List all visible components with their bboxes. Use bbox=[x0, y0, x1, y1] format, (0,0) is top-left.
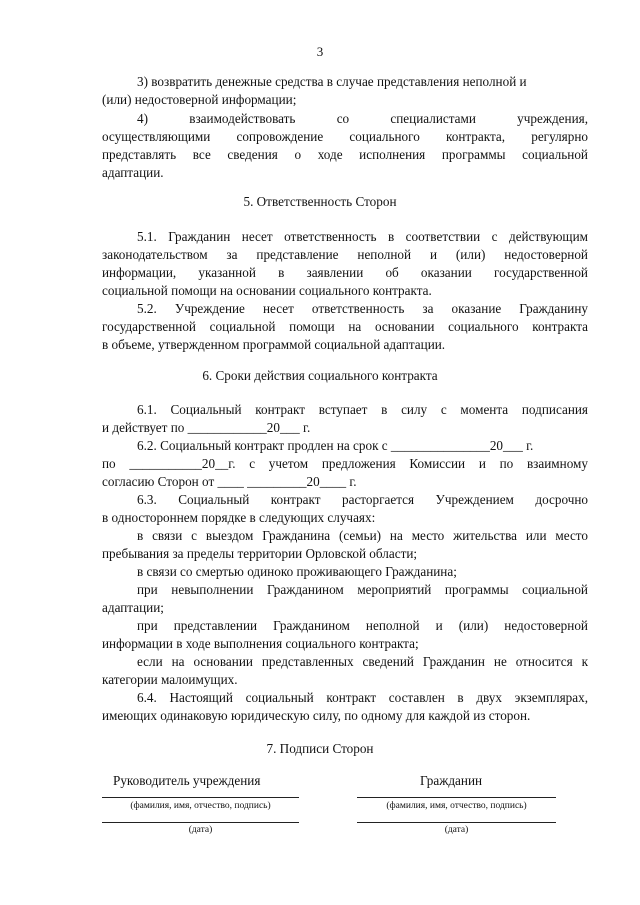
paragraph-line: адаптации. bbox=[102, 165, 164, 180]
paragraph-line: 6.1. Социальный контракт вступает в силу с момента подписания bbox=[137, 402, 588, 417]
paragraph-line: 6.3. Социальный контракт расторгается Учреждением досрочно bbox=[137, 492, 588, 507]
paragraph-line: при невыполнении Гражданином мероприятий программы социальной bbox=[137, 582, 588, 597]
signature-caption-right: (фамилия, имя, отчество, подпись) bbox=[386, 801, 527, 811]
paragraph-line: в связи со смертью одиноко проживающего Гражданина; bbox=[137, 564, 457, 579]
page-number: 3 bbox=[316, 44, 324, 59]
paragraph-line: согласию Сторон от ____ _________20____ г. bbox=[102, 474, 357, 489]
paragraph-line: пребывания за пределы территории Орловской области; bbox=[102, 546, 418, 561]
paragraph-line: 5.1. Гражданин несет ответственность в соответствии с действующим bbox=[137, 229, 588, 244]
paragraph-line: информации в ходе выполнения социального контракта; bbox=[102, 636, 419, 651]
paragraph-line: категории малоимущих. bbox=[102, 672, 238, 687]
paragraph-line: 6.4. Настоящий социальный контракт составлен в двух экземплярах, bbox=[137, 690, 588, 705]
signature-right-title: Гражданин bbox=[420, 773, 483, 788]
paragraph-line: адаптации; bbox=[102, 600, 164, 615]
paragraph-line: информации, указанной в заявлении об оказании государственной bbox=[102, 265, 588, 280]
paragraph-line: социальной помощи на основании социального контракта. bbox=[102, 283, 432, 298]
paragraph-line: государственной социальной помощи на основании социального контракта bbox=[102, 319, 588, 334]
paragraph-line: 5.2. Учреждение несет ответственность за оказание Гражданину bbox=[137, 301, 588, 316]
paragraph-line: 4) взаимодействовать со специалистами учреждения, bbox=[137, 111, 588, 126]
paragraph-line: 6.2. Социальный контракт продлен на срок с _______________20___ г. bbox=[137, 438, 534, 453]
paragraph-line: если на основании представленных сведений Гражданин не относится к bbox=[137, 654, 588, 669]
signature-caption-left: (фамилия, имя, отчество, подпись) bbox=[130, 801, 271, 811]
paragraph-line: при представлении Гражданином неполной и (или) недостоверной bbox=[137, 618, 588, 633]
section-heading: 6. Сроки действия социального контракта bbox=[202, 368, 438, 383]
paragraph-line: законодательством за представление неполной и (или) недостоверной bbox=[102, 247, 588, 262]
paragraph-line: и действует по ____________20___ г. bbox=[102, 420, 311, 435]
date-caption-left: (дата) bbox=[188, 825, 213, 835]
paragraph-line: в одностороннем порядке в следующих случаях: bbox=[102, 510, 376, 525]
paragraph-line: по ___________20__г. с учетом предложения Комиссии и по взаимному bbox=[102, 456, 588, 471]
signature-left-title: Руководитель учреждения bbox=[113, 773, 261, 788]
date-line-left bbox=[102, 822, 299, 823]
paragraph-line: в связи с выездом Гражданина (семьи) на место жительства или место bbox=[137, 528, 588, 543]
section-heading: 7. Подписи Сторон bbox=[266, 741, 374, 756]
signature-line-left bbox=[102, 797, 299, 798]
signature-line-right bbox=[357, 797, 556, 798]
paragraph-line: в объеме, утвержденном программой социальной адаптации. bbox=[102, 337, 446, 352]
paragraph-line: (или) недостоверной информации; bbox=[102, 92, 297, 107]
date-line-right bbox=[357, 822, 556, 823]
section-heading: 5. Ответственность Сторон bbox=[243, 194, 397, 209]
paragraph-line: осуществляющими сопровождение социального контракта, регулярно bbox=[102, 129, 588, 144]
paragraph-line: имеющих одинаковую юридическую силу, по одному для каждой из сторон. bbox=[102, 708, 531, 723]
paragraph-line: 3) возвратить денежные средства в случае представления неполной и bbox=[137, 74, 527, 89]
paragraph-line: представлять все сведения о ходе исполнения программы социальной bbox=[102, 147, 588, 162]
date-caption-right: (дата) bbox=[444, 825, 469, 835]
